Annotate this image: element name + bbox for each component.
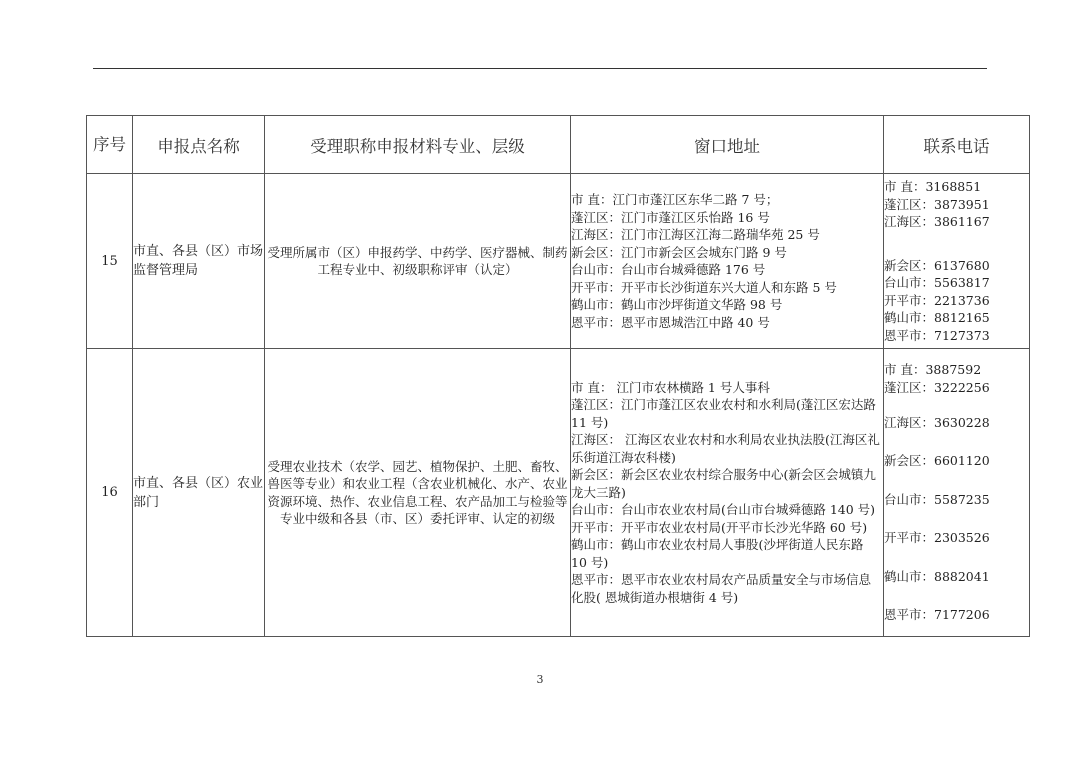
address-line: 新会区：江门市新会区会城东门路 9 号 bbox=[571, 244, 787, 260]
phone-line: 市 直：3887592 bbox=[884, 362, 982, 378]
address-line: 江海区：江门市江海区江海二路瑞华苑 25 号 bbox=[571, 227, 820, 242]
row-seq: 16 bbox=[87, 349, 133, 637]
address-line: 恩平市：恩平市农业农村局农产品质量安全与市场信息化股( 恩城街道办根塘街 4 号) bbox=[571, 572, 872, 605]
address-line: 江海区： 江海区农业农村和水利局农业执法股(江海区礼乐街道江海农科楼) bbox=[571, 432, 880, 465]
phone-line: 恩平市：7127373 bbox=[884, 327, 990, 343]
page-number: 3 bbox=[536, 673, 544, 686]
address-line: 市 直： 江门市农林横路 1 号人事科 bbox=[571, 379, 770, 395]
phone-line: 鹤山市：8812165 bbox=[884, 310, 990, 325]
table-row bbox=[87, 349, 1030, 637]
row-address bbox=[571, 174, 884, 349]
phone-line: 蓬江区：3222256 bbox=[884, 379, 990, 395]
address-line: 恩平市：恩平市恩城浩江中路 40 号 bbox=[571, 314, 770, 330]
address-line: 台山市：台山市农业农村局(台山市台城舜德路 140 号) bbox=[571, 502, 876, 518]
header-rule bbox=[93, 68, 987, 69]
address-line: 台山市：台山市台城舜德路 176 号 bbox=[571, 262, 766, 277]
header-phone: 联系电话 bbox=[884, 116, 1030, 174]
header-scope: 受理职称申报材料专业、层级 bbox=[265, 116, 571, 174]
address-line: 开平市：开平市农业农村局(开平市长沙光华路 60 号) bbox=[571, 519, 868, 535]
row-scope: 受理所属市（区）申报药学、中药学、医疗器械、制药工程专业中、初级职称评审（认定） bbox=[265, 174, 571, 349]
header-name: 申报点名称 bbox=[133, 116, 265, 174]
application-points-table bbox=[86, 115, 1030, 637]
phone-line: 江海区：3861167 bbox=[884, 214, 990, 229]
phone-line: 江海区：3630228 bbox=[884, 414, 990, 430]
phone-line: 开平市：2303526 bbox=[884, 530, 990, 546]
header-seq: 序号 bbox=[87, 116, 133, 174]
address-line: 市 直：江门市蓬江区东华二路 7 号； bbox=[571, 192, 779, 207]
row-name: 市直、各县（区）市场监督管理局 bbox=[133, 174, 265, 349]
row-scope: 受理农业技术（农学、园艺、植物保护、土肥、畜牧、兽医等专业）和农业工程（含农业机械化、水产、农业资源环境、热作、农业信息工程、农产品加工与检验等专业中级和各县（市、区）委托评审、认定的初级 bbox=[265, 349, 571, 637]
row-name: 市直、各县（区）农业部门 bbox=[133, 349, 265, 637]
address-line: 新会区：新会区农业农村综合服务中心(新会区会城镇九龙大三路) bbox=[571, 467, 876, 500]
phone-line: 新会区：6601120 bbox=[884, 453, 990, 469]
address-line: 开平市：开平市长沙街道东兴大道人和东路 5 号 bbox=[571, 279, 837, 295]
header-address: 窗口地址 bbox=[571, 116, 884, 174]
table-row bbox=[87, 174, 1030, 349]
row-phone bbox=[884, 174, 1030, 349]
address-line: 蓬江区：江门市蓬江区农业农村和水利局(蓬江区宏达路 11 号) bbox=[571, 397, 876, 430]
table-header-row bbox=[87, 116, 1030, 174]
phone-line: 市 直：3168851 bbox=[884, 179, 982, 194]
phone-line: 鹤山市：8882041 bbox=[884, 568, 990, 584]
row-address bbox=[571, 349, 884, 637]
phone-line: 开平市：2213736 bbox=[884, 292, 990, 308]
address-line: 鹤山市：鹤山市农业农村局人事股(沙坪街道人民东路 10 号) bbox=[571, 537, 864, 570]
phone-line: 蓬江区：3873951 bbox=[884, 196, 990, 212]
row-seq: 15 bbox=[87, 174, 133, 349]
phone-line: 恩平市：7177206 bbox=[884, 607, 990, 623]
address-line: 蓬江区：江门市蓬江区乐怡路 16 号 bbox=[571, 209, 770, 225]
row-phone bbox=[884, 349, 1030, 637]
phone-line: 台山市：5587235 bbox=[884, 491, 990, 507]
phone-line: 台山市：5563817 bbox=[884, 275, 990, 290]
phone-line: 新会区：6137680 bbox=[884, 257, 990, 273]
address-line: 鹤山市：鹤山市沙坪街道文华路 98 号 bbox=[571, 297, 783, 312]
